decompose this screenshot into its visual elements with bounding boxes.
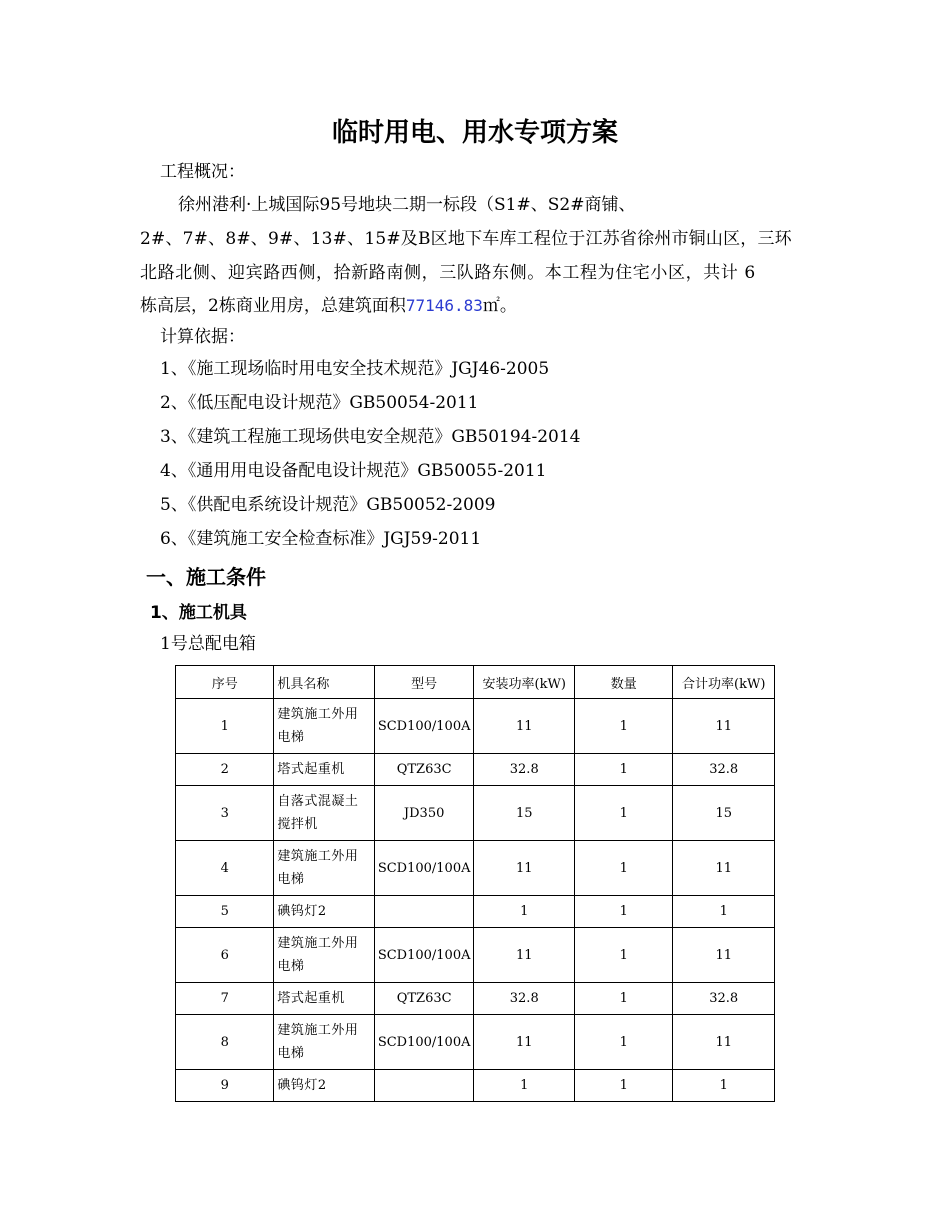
table-cell: QTZ63C (374, 983, 474, 1015)
overview-text: 栋高层，2栋商业用房，总建筑面积 (140, 296, 406, 316)
table-cell: 11 (474, 699, 575, 754)
distribution-box-label: 1号总配电箱 (160, 634, 256, 654)
table-row (176, 841, 775, 896)
table-row (176, 786, 775, 841)
overview-line-last (140, 294, 517, 318)
table-cell: 1 (176, 699, 274, 754)
table-cell: 1 (673, 1070, 775, 1102)
table-cell: 1 (575, 1015, 673, 1070)
table-cell: 碘钨灯2 (274, 896, 374, 928)
table-cell: 1 (575, 841, 673, 896)
table-cell: 1 (575, 699, 673, 754)
table-cell: 6 (176, 928, 274, 983)
table-header-row (176, 666, 775, 699)
machinery-table (175, 665, 775, 1102)
table-cell: 2 (176, 754, 274, 786)
table-cell: 建筑施工外用电梯 (274, 928, 374, 983)
table-cell: SCD100/100A (374, 928, 474, 983)
overview-line: 徐州港利·上城国际95号地块二期一标段（S1#、S2#商铺、 (178, 195, 636, 215)
table-cell: 自落式混凝土搅拌机 (274, 786, 374, 841)
table-row (176, 1015, 775, 1070)
table-cell: 11 (673, 699, 775, 754)
table-cell: 11 (673, 841, 775, 896)
table-cell: 32.8 (474, 754, 575, 786)
table-cell: SCD100/100A (374, 1015, 474, 1070)
subsection-heading: 1、施工机具 (150, 603, 247, 623)
overview-area-value: 77146.83 (405, 296, 483, 315)
table-row (176, 754, 775, 786)
table-cell: 1 (575, 928, 673, 983)
table-cell: 11 (474, 1015, 575, 1070)
overview-line: 北路北侧、迎宾路西侧，拾新路南侧，三队路东侧。本工程为住宅小区，共计 6 (140, 263, 756, 283)
basis-label: 计算依据： (160, 327, 245, 347)
table-cell (374, 896, 474, 928)
basis-item: 1、《施工现场临时用电安全技术规范》JGJ46-2005 (160, 359, 550, 379)
table-cell: 碘钨灯2 (274, 1070, 374, 1102)
table-cell: QTZ63C (374, 754, 474, 786)
table-row (176, 896, 775, 928)
table-cell: 1 (575, 1070, 673, 1102)
table-cell: 32.8 (673, 983, 775, 1015)
table-cell: 5 (176, 896, 274, 928)
table-cell: 15 (474, 786, 575, 841)
table-cell: 1 (575, 754, 673, 786)
col-header: 机具名称 (274, 666, 374, 699)
table-cell: JD350 (374, 786, 474, 841)
table-cell: 建筑施工外用电梯 (274, 1015, 374, 1070)
table-cell: 9 (176, 1070, 274, 1102)
table-cell: 1 (575, 786, 673, 841)
table-cell: SCD100/100A (374, 699, 474, 754)
table-cell: 4 (176, 841, 274, 896)
basis-item: 6、《建筑施工安全检查标准》JGJ59-2011 (160, 529, 482, 549)
section-heading: 一、施工条件 (146, 565, 266, 589)
table-cell: 1 (673, 896, 775, 928)
table-cell: SCD100/100A (374, 841, 474, 896)
table-cell: 11 (673, 1015, 775, 1070)
table-cell: 8 (176, 1015, 274, 1070)
table-cell: 1 (575, 896, 673, 928)
basis-item: 4、《通用用电设备配电设计规范》GB50055-2011 (160, 461, 547, 481)
table-cell: 建筑施工外用电梯 (274, 699, 374, 754)
overview-label: 工程概况： (160, 162, 245, 182)
col-header: 序号 (176, 666, 274, 699)
table-cell: 1 (474, 1070, 575, 1102)
overview-line: 2#、7#、8#、9#、13#、15#及B区地下车库工程位于江苏省徐州市铜山区，三环 (140, 229, 792, 249)
table-cell: 11 (673, 928, 775, 983)
table-cell: 3 (176, 786, 274, 841)
table-cell: 32.8 (474, 983, 575, 1015)
table-cell: 1 (575, 983, 673, 1015)
table-cell: 塔式起重机 (274, 754, 374, 786)
table-cell: 1 (474, 896, 575, 928)
col-header: 型号 (374, 666, 474, 699)
basis-item: 5、《供配电系统设计规范》GB50052-2009 (160, 495, 496, 515)
table-cell (374, 1070, 474, 1102)
document-title: 临时用电、用水专项方案 (331, 118, 618, 148)
table-cell: 32.8 (673, 754, 775, 786)
table-cell: 建筑施工外用电梯 (274, 841, 374, 896)
table-cell: 15 (673, 786, 775, 841)
table-cell: 11 (474, 841, 575, 896)
table-cell: 塔式起重机 (274, 983, 374, 1015)
table-row (176, 983, 775, 1015)
table-cell: 11 (474, 928, 575, 983)
col-header: 数量 (575, 666, 673, 699)
basis-item: 3、《建筑工程施工现场供电安全规范》GB50194-2014 (160, 427, 581, 447)
basis-item: 2、《低压配电设计规范》GB50054-2011 (160, 393, 479, 413)
table-row (176, 928, 775, 983)
table-row (176, 699, 775, 754)
table-cell: 7 (176, 983, 274, 1015)
table-row (176, 1070, 775, 1102)
col-header: 安装功率(kW) (474, 666, 575, 699)
overview-area-unit: ㎡。 (482, 296, 517, 316)
col-header: 合计功率(kW) (673, 666, 775, 699)
